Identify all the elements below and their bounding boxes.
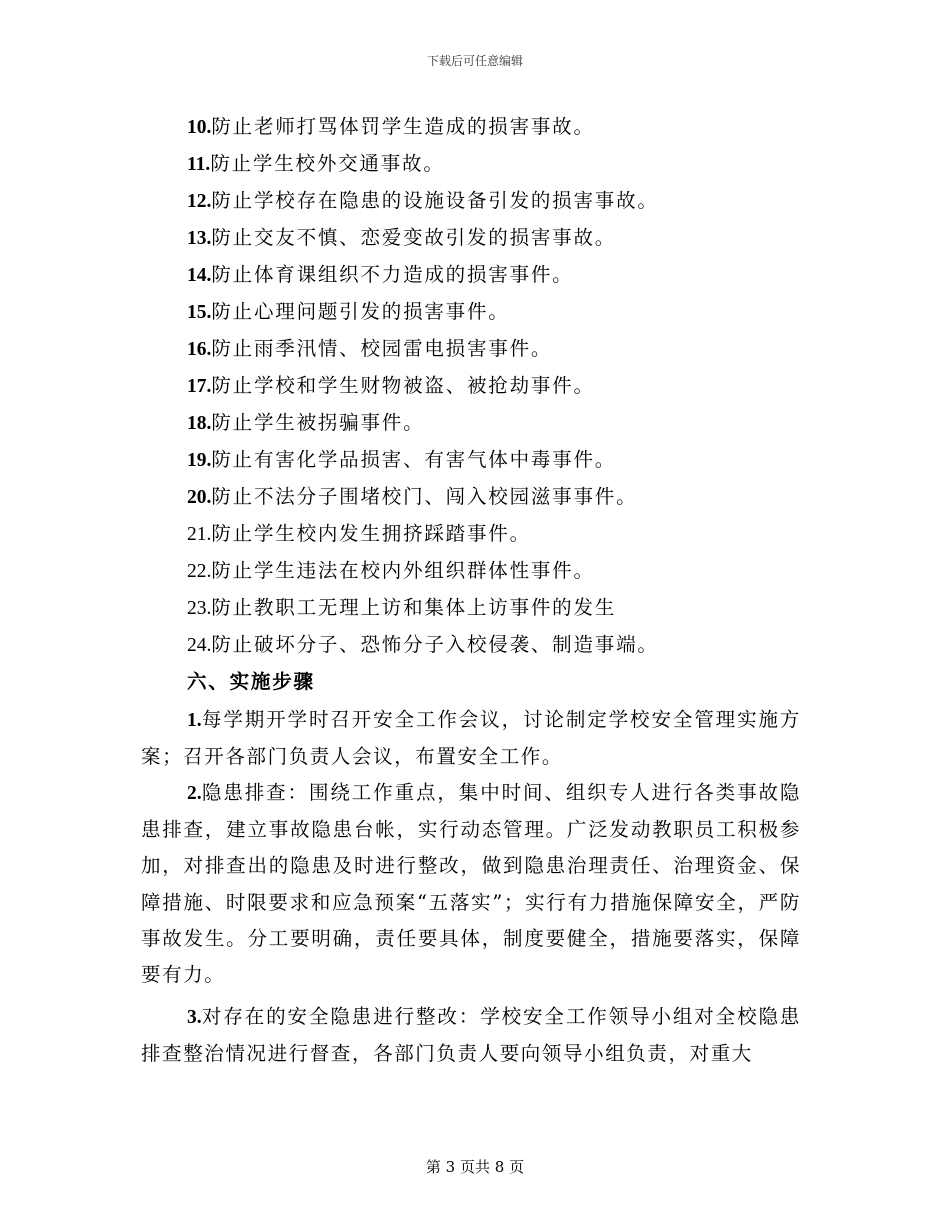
list-item (187, 485, 637, 510)
page-header: 下载后可任意编辑 (426, 54, 523, 68)
item-text: 防止学生校外交通事故。 (210, 152, 445, 175)
item-number: 24. (187, 635, 212, 656)
item-text: 防止体育课组织不力造成的损害事件。 (211, 263, 574, 286)
item-text: 防止学校存在隐患的设施设备引发的损害事故。 (211, 189, 659, 212)
list-item (187, 411, 424, 436)
item-text: 防止心理问题引发的损害事件。 (211, 300, 510, 323)
item-text: 防止雨季汛情、校园雷电损害事件。 (211, 337, 553, 360)
list-item (187, 596, 616, 621)
item-number: 19. (187, 450, 212, 471)
item-number: 22. (187, 561, 212, 582)
item-number: 11. (187, 154, 211, 175)
item-text: 防止学校和学生财物被盗、被抢劫事件。 (211, 374, 595, 397)
list-item (187, 374, 595, 399)
item-number: 15. (187, 302, 212, 323)
item-text: 防止学生校内发生拥挤踩踏事件。 (211, 522, 531, 545)
item-number: 17. (187, 376, 212, 397)
list-item (187, 448, 616, 473)
item-text: 防止学生被拐骗事件。 (211, 411, 425, 434)
item-text: 防止交友不慎、恋爱变故引发的损害事故。 (211, 226, 617, 249)
list-item (187, 263, 573, 288)
step-number: 2. (187, 783, 202, 804)
item-text: 防止学生违法在校内外组织群体性事件。 (211, 559, 595, 582)
item-number: 21. (187, 524, 212, 545)
step-number: 3. (187, 1007, 202, 1028)
step-text: 每学期开学时召开安全工作会议，讨论制定学校安全管理实施方案；召开各部门负责人会议，布置安全工作。 (141, 708, 801, 769)
item-number: 20. (187, 487, 212, 508)
list-item (187, 559, 595, 584)
step-paragraph (141, 999, 801, 1072)
page-number: 第 3 页共 8 页 (425, 1158, 525, 1176)
list-item (187, 522, 531, 547)
item-text: 防止不法分子围堵校门、闯入校园滋事事件。 (211, 485, 638, 508)
list-item (187, 115, 595, 140)
item-number: 13. (187, 228, 212, 249)
item-text: 防止有害化学品损害、有害气体中毒事件。 (211, 448, 617, 471)
section-heading: 六、实施步骤 (187, 670, 315, 693)
item-text: 防止教职工无理上访和集体上访事件的发生 (211, 596, 617, 619)
list-item (187, 337, 552, 362)
item-number: 18. (187, 413, 212, 434)
item-text: 防止老师打骂体罚学生造成的损害事故。 (211, 115, 595, 138)
list-item (187, 152, 445, 177)
step-number: 1. (187, 710, 202, 731)
item-number: 10. (187, 117, 212, 138)
step-paragraph (141, 775, 801, 993)
list-item (187, 189, 659, 214)
step-paragraph (141, 702, 801, 775)
item-text: 防止破坏分子、恐怖分子入校侵袭、制造事端。 (211, 633, 659, 656)
list-item (187, 226, 616, 251)
step-text: 对存在的安全隐患进行整改：学校安全工作领导小组对全校隐患排查整治情况进行督查，各部门负责人要向领导小组负责，对重大 (141, 1005, 801, 1066)
step-text: 隐患排查：围绕工作重点，集中时间、组织专人进行各类事故隐患排查，建立事故隐患台帐，实行动态管理。广泛发动教职员工积极参加，对排查出的隐患及时进行整改，做到隐患治理责任、治理资金、保障措施、时限要求和应急预案“五落实”；实行有力措施保障安全，严防事故发生。分工要明确，责任要具体，制度要健全，措施要落实，保障要有力。 (141, 781, 801, 987)
item-number: 16. (187, 339, 212, 360)
item-number: 14. (187, 265, 212, 286)
item-number: 12. (187, 191, 212, 212)
list-item (187, 300, 510, 325)
item-number: 23. (187, 598, 212, 619)
list-item (187, 633, 659, 658)
